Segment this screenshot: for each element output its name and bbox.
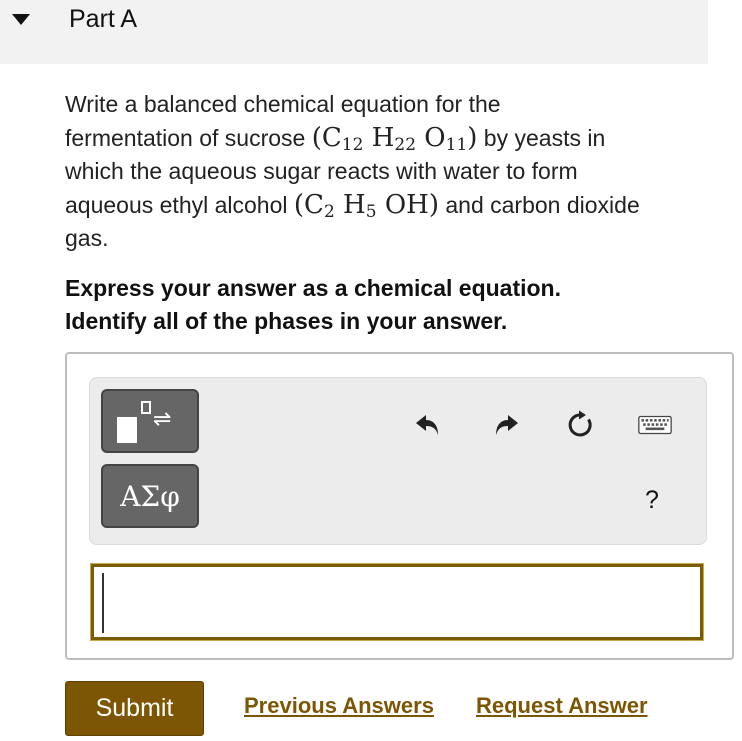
part-title: Part A [69, 5, 138, 33]
previous-answers-link[interactable]: Previous Answers [244, 693, 434, 718]
request-answer-link[interactable]: Request Answer [476, 693, 648, 718]
redo-button[interactable] [489, 408, 523, 442]
question-text [65, 88, 715, 256]
ethanol-formula: ($C_2$ $H_5$ OH) [293, 189, 439, 222]
instructions [65, 272, 715, 337]
sucrose-formula: ($C_{12}$ $H_{22}$ $O_{11}$) [311, 122, 478, 155]
answer-panel [65, 352, 734, 660]
caret-down-icon[interactable] [12, 14, 30, 25]
templates-button[interactable]: ⇌ [101, 389, 199, 453]
instruction-line: Express your answer as a chemical equation. [65, 275, 561, 301]
symbols-button[interactable] [101, 464, 199, 528]
question-line: gas. [65, 225, 109, 251]
symbols-label: ΑΣφ [120, 480, 180, 513]
undo-icon [413, 410, 443, 440]
reset-button[interactable] [564, 408, 598, 442]
question-line: Write a balanced chemical equation for the [65, 91, 501, 117]
undo-button[interactable] [411, 408, 445, 442]
submit-button[interactable]: Submit [65, 681, 204, 736]
text-cursor [102, 573, 104, 633]
redo-icon [491, 410, 521, 440]
question-line: aqueous ethyl alcohol ($C_2$ $H_5$ OH) and carbon dioxide [65, 189, 640, 222]
keyboard-button[interactable] [638, 408, 672, 442]
reset-icon [566, 410, 596, 440]
answer-input[interactable] [91, 564, 703, 640]
instruction-line: Identify all of the phases in your answer. [65, 307, 508, 334]
help-button[interactable]: ? [645, 486, 659, 514]
equation-toolbar [89, 377, 707, 545]
part-header[interactable] [0, 0, 708, 64]
question-line: which the aqueous sugar reacts with water to form [65, 158, 578, 184]
question-line: fermentation of sucrose ($C_{12}$ $H_{22}$ $O_{11}$) by yeasts in [65, 122, 606, 155]
keyboard-icon [638, 414, 672, 436]
